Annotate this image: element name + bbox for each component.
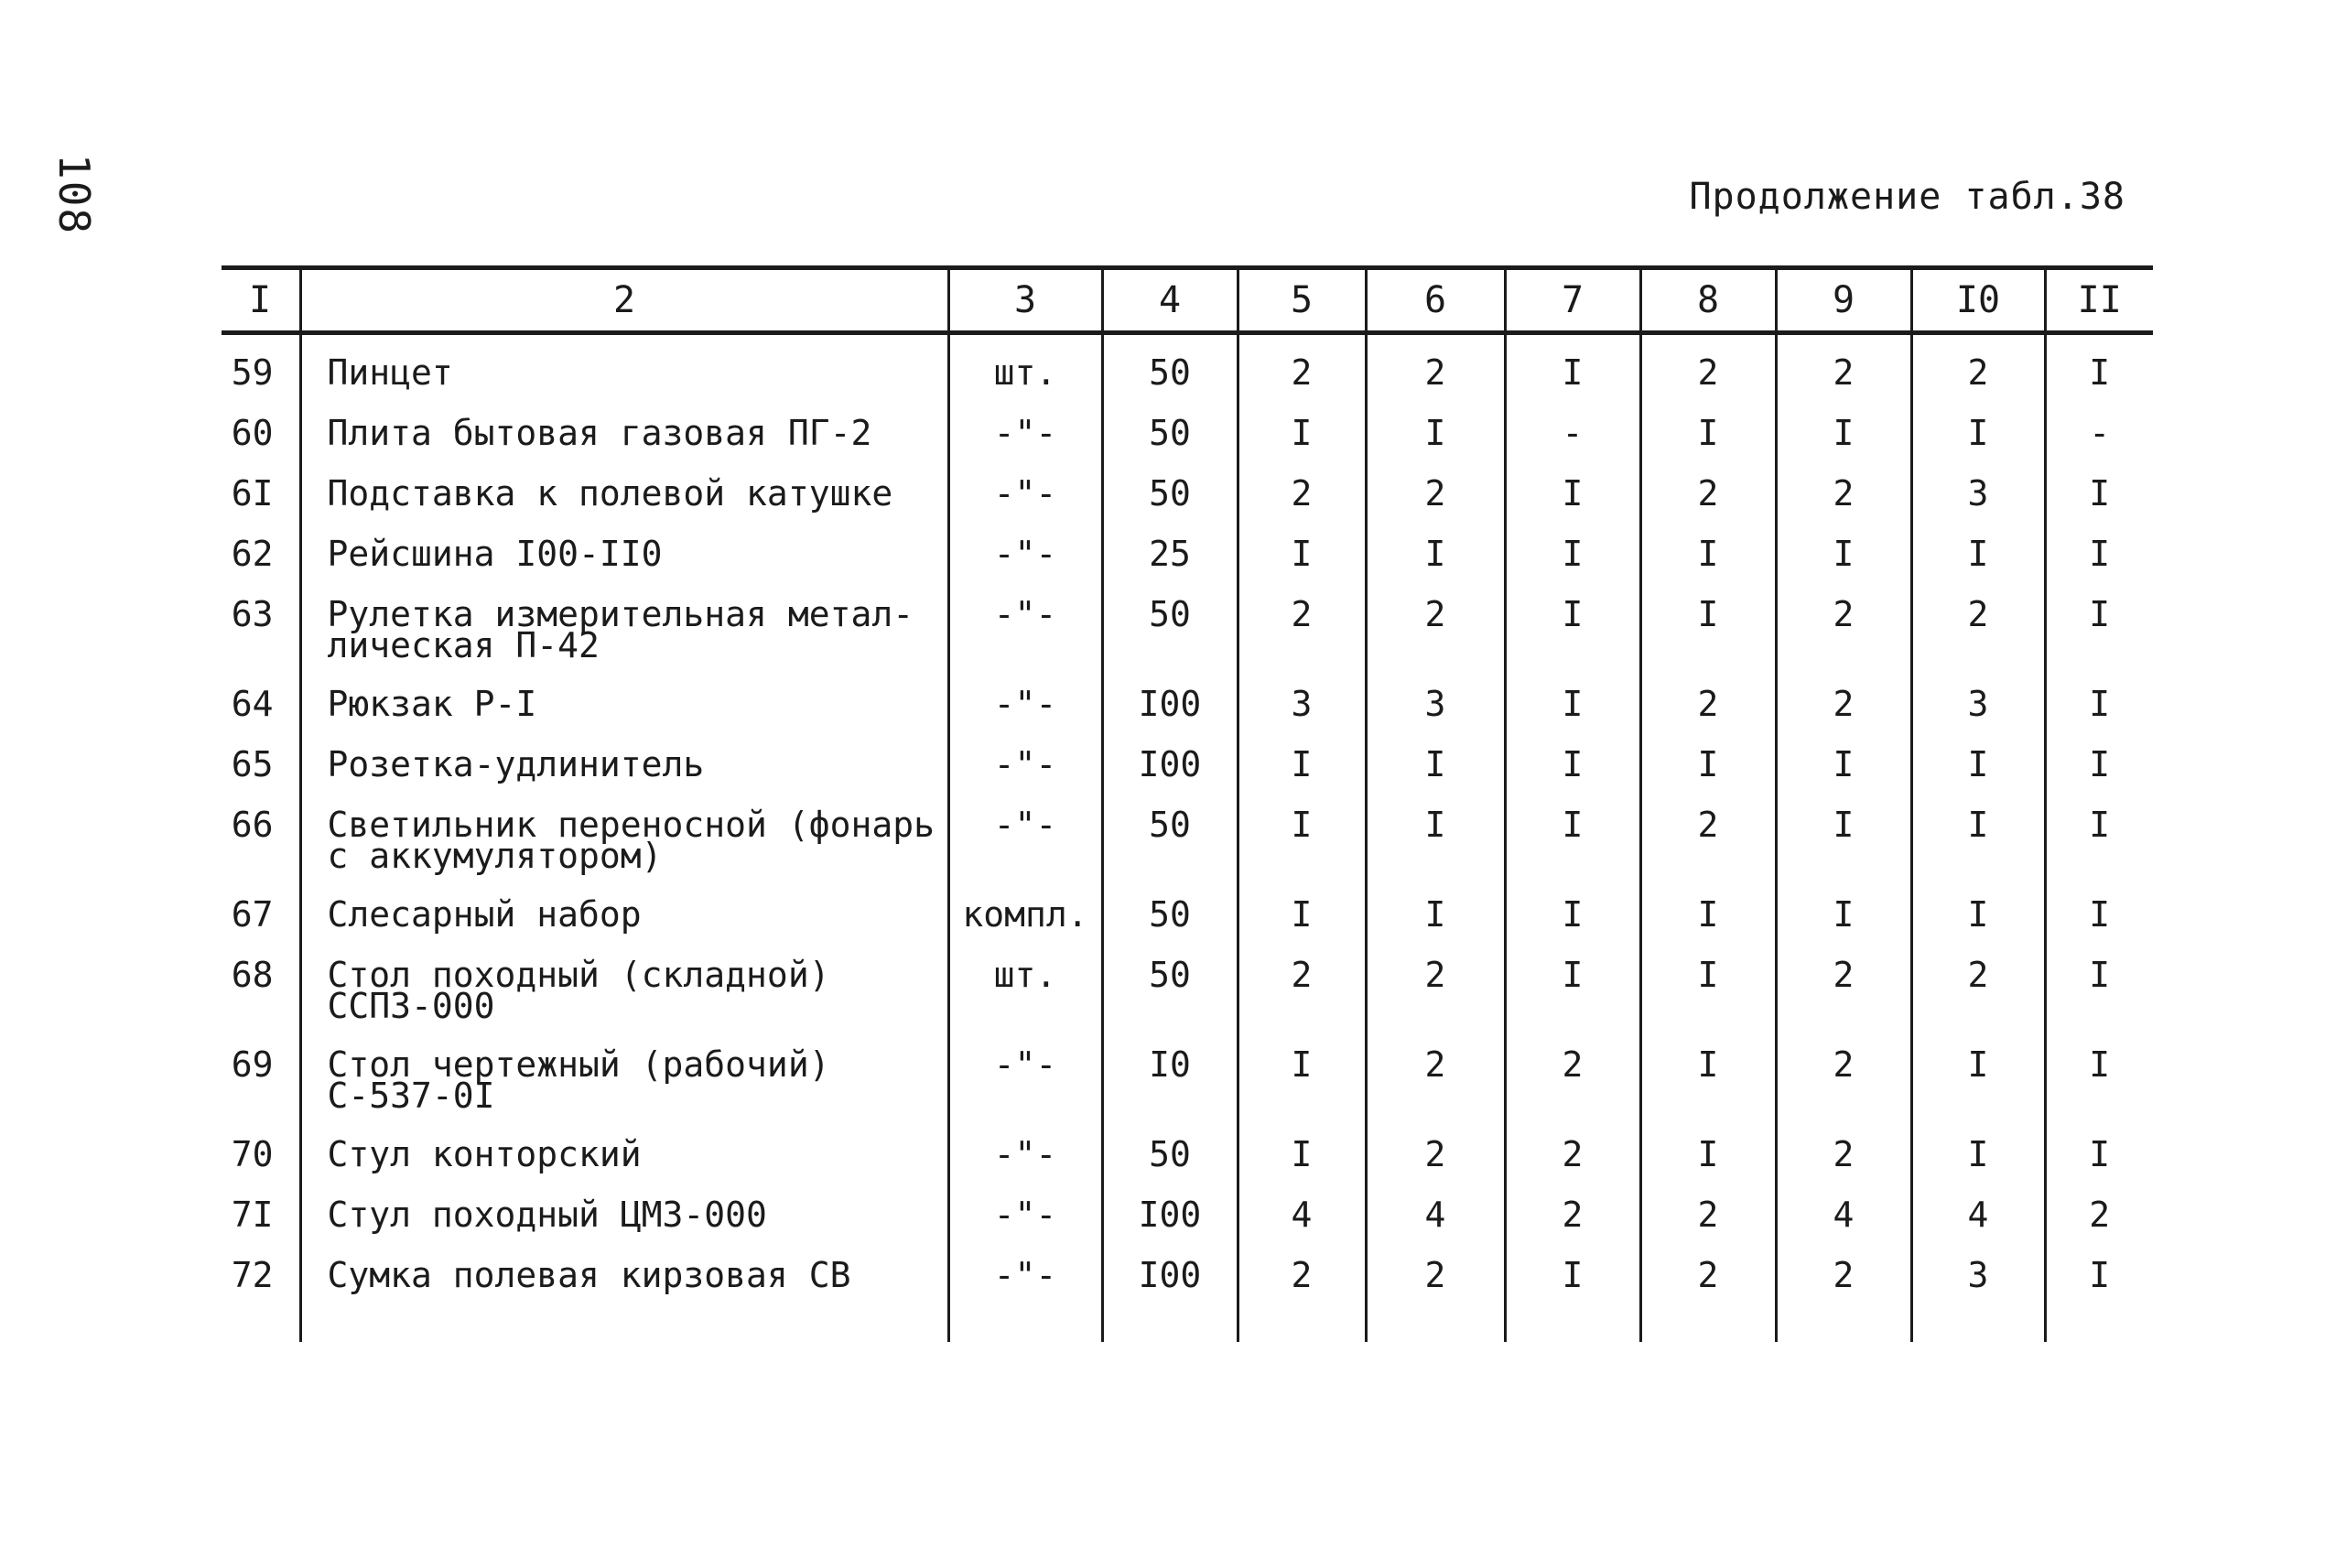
col-10-value: 3 <box>1911 688 2045 749</box>
item-name: Светильник переносной (фонарь с аккумулятором) <box>300 809 948 899</box>
item-name: Стол походный (складной) ССП3-000 <box>300 959 948 1049</box>
item-name: Розетка-удлинитель <box>300 749 948 809</box>
col-10-value: 2 <box>1911 959 2045 1049</box>
row-number: 59 <box>231 352 274 393</box>
unit: -"- <box>948 538 1102 599</box>
column-header-3: 3 <box>948 268 1102 333</box>
col-4-value: 50 <box>1102 333 1238 418</box>
col-11-value: - <box>2045 417 2153 478</box>
row-number: 72 <box>231 1255 274 1295</box>
col-9-value: 2 <box>1776 688 1911 749</box>
col-4-value: 50 <box>1102 899 1238 959</box>
item-name: Подставка к полевой катушке <box>300 478 948 538</box>
col-11-value: I <box>2045 959 2153 1049</box>
equipment-table <box>222 265 2153 1342</box>
unit: -"- <box>948 417 1102 478</box>
col-8-value: 2 <box>1640 1199 1776 1260</box>
table-body <box>222 333 2153 1343</box>
unit: -"- <box>948 478 1102 538</box>
col-6-value: I <box>1366 538 1505 599</box>
col-10-value: 4 <box>1911 1199 2045 1260</box>
col-11-value: I <box>2045 809 2153 899</box>
table-row <box>222 538 2153 599</box>
row-number: 7I <box>231 1195 274 1235</box>
col-4-value: 25 <box>1102 538 1238 599</box>
col-6-value: 2 <box>1366 1260 1505 1342</box>
item-name: Слесарный набор <box>300 899 948 959</box>
col-7-value: - <box>1505 417 1640 478</box>
col-11-value: I <box>2045 599 2153 688</box>
col-5-value: 4 <box>1238 1199 1366 1260</box>
col-7-value: I <box>1505 959 1640 1049</box>
col-4-value: I00 <box>1102 688 1238 749</box>
col-9-value: I <box>1776 749 1911 809</box>
column-header-6: 6 <box>1366 268 1505 333</box>
table-row <box>222 749 2153 809</box>
column-header-9: 9 <box>1776 268 1911 333</box>
col-9-value: 2 <box>1776 1049 1911 1139</box>
col-6-value: 2 <box>1366 333 1505 418</box>
table-row <box>222 333 2153 418</box>
col-8-value: I <box>1640 538 1776 599</box>
col-10-value: I <box>1911 417 2045 478</box>
table-row <box>222 688 2153 749</box>
col-11-value: I <box>2045 1139 2153 1199</box>
col-9-value: I <box>1776 417 1911 478</box>
col-5-value: 2 <box>1238 333 1366 418</box>
column-header-11: II <box>2045 268 2153 333</box>
col-4-value: I00 <box>1102 1199 1238 1260</box>
col-8-value: 2 <box>1640 809 1776 899</box>
col-9-value: 2 <box>1776 1260 1911 1342</box>
col-7-value: I <box>1505 809 1640 899</box>
row-number: 63 <box>231 594 274 634</box>
column-header-4: 4 <box>1102 268 1238 333</box>
col-8-value: I <box>1640 749 1776 809</box>
col-6-value: 2 <box>1366 599 1505 688</box>
row-number: 68 <box>231 955 274 995</box>
col-8-value: I <box>1640 417 1776 478</box>
col-4-value: I0 <box>1102 1049 1238 1139</box>
col-10-value: I <box>1911 899 2045 959</box>
unit: -"- <box>948 599 1102 688</box>
col-8-value: 2 <box>1640 333 1776 418</box>
col-7-value: 2 <box>1505 1049 1640 1139</box>
col-7-value: 2 <box>1505 1199 1640 1260</box>
col-7-value: I <box>1505 478 1640 538</box>
table-row <box>222 1049 2153 1139</box>
col-10-value: 2 <box>1911 333 2045 418</box>
row-number: 6I <box>231 473 274 514</box>
col-4-value: 50 <box>1102 959 1238 1049</box>
col-9-value: 2 <box>1776 1139 1911 1199</box>
col-4-value: 50 <box>1102 417 1238 478</box>
col-10-value: I <box>1911 538 2045 599</box>
col-10-value: I <box>1911 1139 2045 1199</box>
item-name: Стул походный ЦМ3-000 <box>300 1199 948 1260</box>
col-8-value: 2 <box>1640 688 1776 749</box>
item-name: Пинцет <box>300 333 948 418</box>
col-5-value: I <box>1238 538 1366 599</box>
equipment-table-container <box>222 265 2153 1342</box>
col-4-value: I00 <box>1102 1260 1238 1342</box>
col-8-value: I <box>1640 1139 1776 1199</box>
col-8-value: I <box>1640 899 1776 959</box>
table-row <box>222 959 2153 1049</box>
col-6-value: I <box>1366 809 1505 899</box>
col-9-value: 2 <box>1776 959 1911 1049</box>
col-6-value: I <box>1366 899 1505 959</box>
column-header-5: 5 <box>1238 268 1366 333</box>
col-10-value: 2 <box>1911 599 2045 688</box>
item-name: Плита бытовая газовая ПГ-2 <box>300 417 948 478</box>
item-name: Рулетка измерительная метал- лическая П-42 <box>300 599 948 688</box>
col-10-value: 3 <box>1911 1260 2045 1342</box>
item-name: Рейсшина I00-II0 <box>300 538 948 599</box>
col-4-value: 50 <box>1102 809 1238 899</box>
col-5-value: I <box>1238 809 1366 899</box>
unit: -"- <box>948 1260 1102 1342</box>
col-8-value: I <box>1640 959 1776 1049</box>
col-7-value: I <box>1505 333 1640 418</box>
col-7-value: 2 <box>1505 1139 1640 1199</box>
col-6-value: 2 <box>1366 1139 1505 1199</box>
unit: шт. <box>948 959 1102 1049</box>
col-5-value: 2 <box>1238 478 1366 538</box>
col-6-value: 2 <box>1366 959 1505 1049</box>
col-5-value: 2 <box>1238 599 1366 688</box>
col-6-value: I <box>1366 417 1505 478</box>
col-4-value: I00 <box>1102 749 1238 809</box>
col-6-value: 2 <box>1366 478 1505 538</box>
col-9-value: 2 <box>1776 478 1911 538</box>
table-row <box>222 899 2153 959</box>
table-row <box>222 1139 2153 1199</box>
table-row <box>222 1199 2153 1260</box>
col-8-value: I <box>1640 599 1776 688</box>
row-number: 62 <box>231 534 274 574</box>
table-row <box>222 417 2153 478</box>
unit: -"- <box>948 688 1102 749</box>
col-11-value: I <box>2045 749 2153 809</box>
col-9-value: 2 <box>1776 333 1911 418</box>
col-9-value: I <box>1776 538 1911 599</box>
row-number: 69 <box>231 1044 274 1085</box>
column-header-10: I0 <box>1911 268 2045 333</box>
table-row <box>222 809 2153 899</box>
item-name: Стол чертежный (рабочий) С-537-0I <box>300 1049 948 1139</box>
col-11-value: I <box>2045 333 2153 418</box>
col-9-value: I <box>1776 809 1911 899</box>
col-6-value: 3 <box>1366 688 1505 749</box>
col-8-value: I <box>1640 1049 1776 1139</box>
col-6-value: 4 <box>1366 1199 1505 1260</box>
table-header-row <box>222 268 2153 333</box>
col-7-value: I <box>1505 899 1640 959</box>
col-9-value: 2 <box>1776 599 1911 688</box>
col-5-value: I <box>1238 749 1366 809</box>
item-name: Сумка полевая кирзовая СВ <box>300 1260 948 1342</box>
col-5-value: I <box>1238 1139 1366 1199</box>
col-8-value: 2 <box>1640 478 1776 538</box>
row-number: 64 <box>231 684 274 724</box>
col-10-value: I <box>1911 749 2045 809</box>
unit: -"- <box>948 749 1102 809</box>
table-row <box>222 478 2153 538</box>
col-5-value: I <box>1238 1049 1366 1139</box>
unit: -"- <box>948 809 1102 899</box>
col-8-value: 2 <box>1640 1260 1776 1342</box>
col-9-value: 4 <box>1776 1199 1911 1260</box>
col-4-value: 50 <box>1102 1139 1238 1199</box>
col-10-value: 3 <box>1911 478 2045 538</box>
col-6-value: I <box>1366 749 1505 809</box>
col-5-value: 2 <box>1238 1260 1366 1342</box>
unit: компл. <box>948 899 1102 959</box>
col-11-value: I <box>2045 688 2153 749</box>
col-7-value: I <box>1505 688 1640 749</box>
item-name: Рюкзак Р-I <box>300 688 948 749</box>
unit: шт. <box>948 333 1102 418</box>
table-continuation-title: Продолжение табл.38 <box>1689 176 2125 218</box>
col-7-value: I <box>1505 749 1640 809</box>
col-4-value: 50 <box>1102 478 1238 538</box>
col-4-value: 50 <box>1102 599 1238 688</box>
row-number: 60 <box>231 413 274 453</box>
item-name: Стул конторский <box>300 1139 948 1199</box>
table-row <box>222 599 2153 688</box>
column-header-7: 7 <box>1505 268 1640 333</box>
col-5-value: 2 <box>1238 959 1366 1049</box>
row-number: 70 <box>231 1134 274 1174</box>
col-11-value: I <box>2045 478 2153 538</box>
col-11-value: I <box>2045 538 2153 599</box>
column-header-8: 8 <box>1640 268 1776 333</box>
col-5-value: 3 <box>1238 688 1366 749</box>
column-header-2: 2 <box>300 268 948 333</box>
row-number: 65 <box>231 744 274 784</box>
row-number: 67 <box>231 894 274 935</box>
unit: -"- <box>948 1049 1102 1139</box>
col-7-value: I <box>1505 599 1640 688</box>
table-row <box>222 1260 2153 1342</box>
unit: -"- <box>948 1139 1102 1199</box>
col-10-value: I <box>1911 809 2045 899</box>
col-5-value: I <box>1238 417 1366 478</box>
col-7-value: I <box>1505 538 1640 599</box>
col-5-value: I <box>1238 899 1366 959</box>
col-11-value: I <box>2045 1260 2153 1342</box>
col-11-value: I <box>2045 899 2153 959</box>
col-7-value: I <box>1505 1260 1640 1342</box>
col-9-value: I <box>1776 899 1911 959</box>
col-6-value: 2 <box>1366 1049 1505 1139</box>
col-11-value: I <box>2045 1049 2153 1139</box>
col-10-value: I <box>1911 1049 2045 1139</box>
column-header-1: I <box>222 268 300 333</box>
row-number: 66 <box>231 805 274 845</box>
col-11-value: 2 <box>2045 1199 2153 1260</box>
page-number: 108 <box>49 154 99 236</box>
unit: -"- <box>948 1199 1102 1260</box>
